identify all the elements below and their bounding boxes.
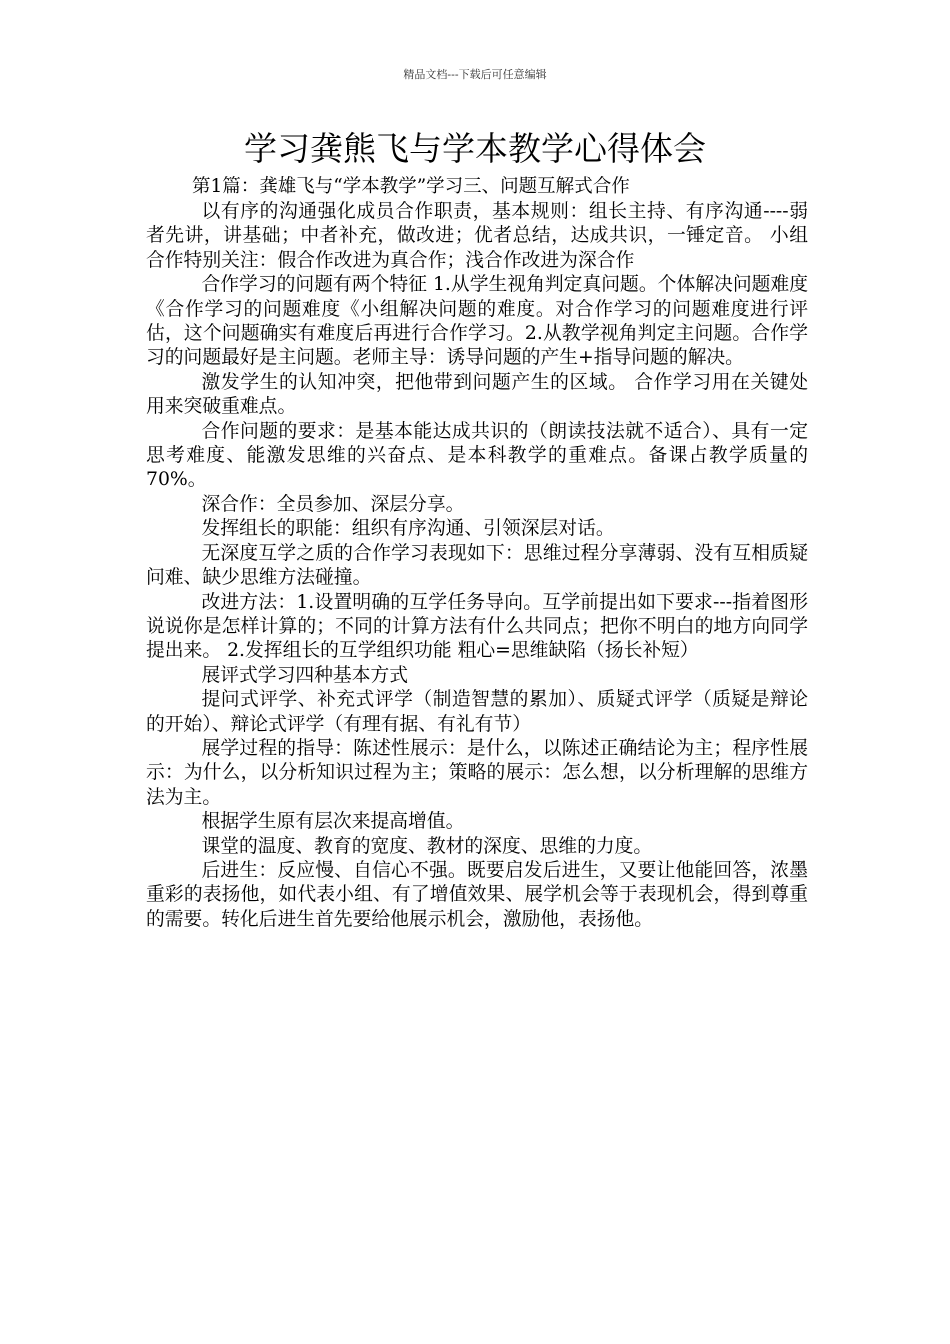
document-title: 学习龚熊飞与学本教学心得体会 — [244, 129, 706, 168]
paragraph: 改进方法：1.设置明确的互学任务导向。互学前提出如下要求---指着图形说说你是怎样计算的；不同的计算方法有什么共同点；把你不明白的地方向同学提出来。 2.发挥组长的互学组织功能 粗心=思维缺陷（扬长补短） — [146, 591, 808, 662]
paragraph: 深合作：全员参加、深层分享。 — [201, 493, 465, 515]
paragraph: 展学过程的指导：陈述性展示：是什么，以陈述正确结论为主；程序性展示：为什么，以分析知识过程为主；策略的展示：怎么想，以分析理解的思维方法为主。 — [146, 737, 808, 808]
paragraph: 根据学生原有层次来提高增值。 — [201, 811, 465, 833]
paragraph: 后进生：反应慢、自信心不强。既要启发后进生，又要让他能回答，浓墨重彩的表扬他，如代表小组、有了增值效果、展学机会等于表现机会，得到尊重的需要。转化后进生首先要给他展示机会，激励他，表扬他。 — [146, 859, 808, 930]
paragraph: 合作问题的要求：是基本能达成共识的（朗读技法就不适合）、具有一定思考难度、能激发思维的兴奋点、是本科教学的重难点。备课占教学质量的70%。 — [146, 420, 808, 491]
paragraph: 合作学习的问题有两个特征 1.从学生视角判定真问题。个体解决问题难度《合作学习的问题难度《小组解决问题的难度。对合作学习的问题难度进行评估，这个问题确实有难度后再进行合作学习。2.从教学视角判定主问题。合作学习的问题最好是主问题。老师主导：诱导问题的产生+指导问题的解决。 — [146, 274, 808, 369]
document-subtitle: 第1篇：龚雄飞与“学本教学”学习三、问题互解式合作 — [192, 176, 630, 197]
paragraph: 发挥组长的职能：组织有序沟通、引领深层对话。 — [201, 518, 615, 540]
paragraph: 激发学生的认知冲突，把他带到问题产生的区域。 合作学习用在关键处用来突破重难点。 — [146, 371, 808, 418]
paragraph: 展评式学习四种基本方式 — [201, 664, 409, 686]
paragraph: 课堂的温度、教育的宽度、教材的深度、思维的力度。 — [201, 835, 653, 857]
header-note: 精品文档---下载后可任意编辑 — [403, 68, 547, 81]
document-body — [146, 200, 808, 932]
paragraph: 以有序的沟通强化成员合作职责，基本规则：组长主持、有序沟通----弱者先讲，讲基础；中者补充，做改进；优者总结，达成共识，一锤定音。 小组合作特别关注：假合作改进为真合作；浅合作改进为深合作 — [146, 201, 808, 271]
paragraph: 提问式评学、补充式评学（制造智慧的累加）、质疑式评学（质疑是辩论的开始）、辩论式评学（有理有据、有礼有节） — [146, 689, 808, 735]
paragraph: 无深度互学之质的合作学习表现如下：思维过程分享薄弱、没有互相质疑问难、缺少思维方法碰撞。 — [146, 542, 808, 589]
